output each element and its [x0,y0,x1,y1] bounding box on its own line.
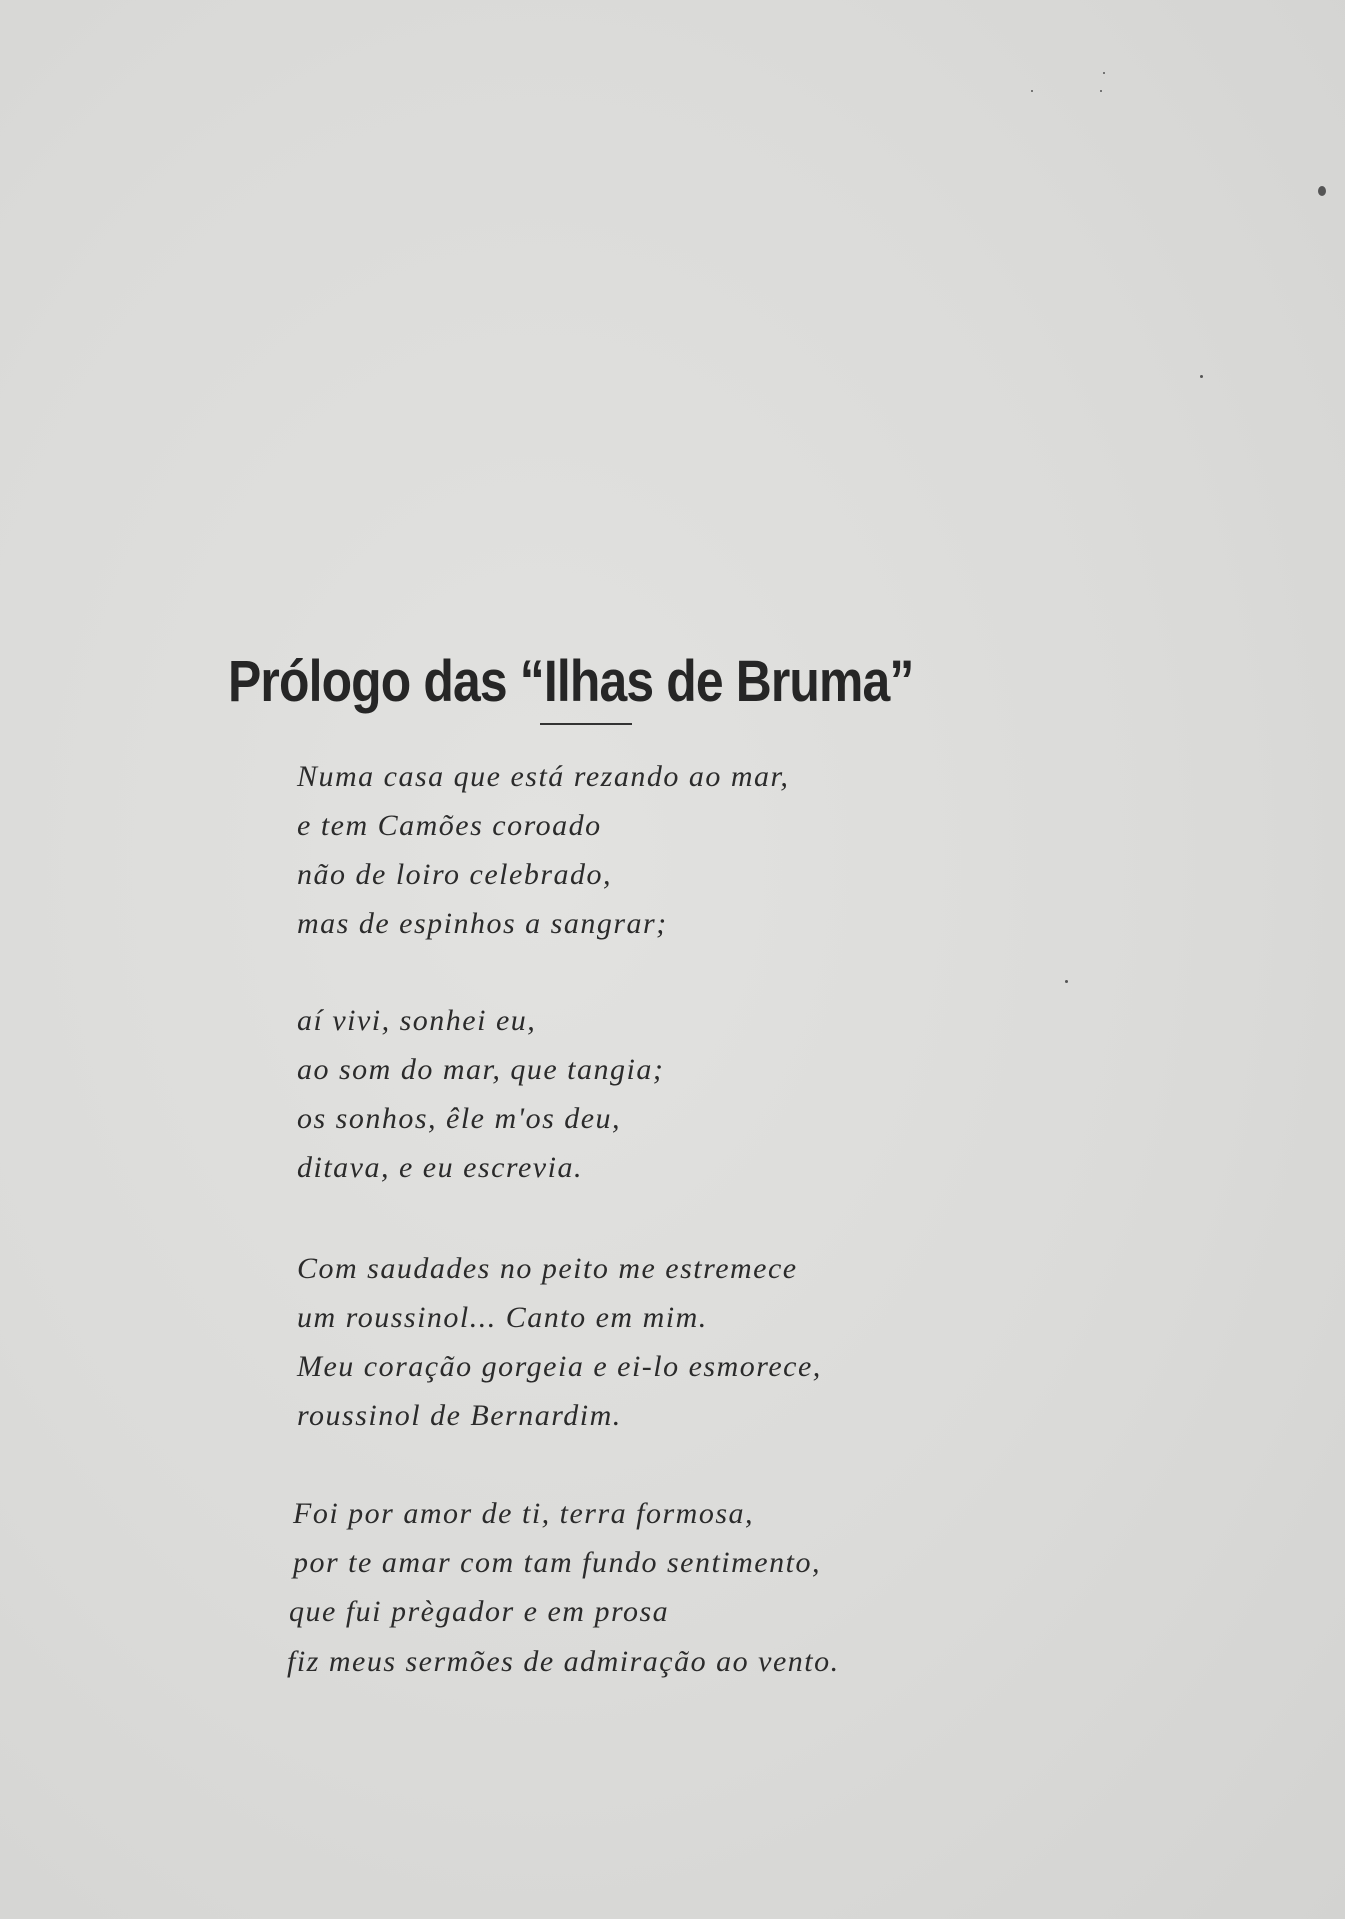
poem-line: um roussinol... Canto em mim. [297,1301,708,1334]
poem-line: não de loiro celebrado, [297,858,613,891]
poem-line: Numa casa que está rezando ao mar, [297,760,790,793]
poem-line: Foi por amor de ti, terra formosa, [293,1497,755,1530]
poem-line: por te amar com tam fundo sentimento, [293,1546,821,1579]
poem-line: e tem Camões coroado [297,809,602,842]
page-title: Prólogo das “Ilhas de Bruma” [228,648,914,714]
poem-line: Com saudades no peito me estremece [297,1252,798,1285]
poem-line: ao som do mar, que tangia; [297,1053,665,1086]
poem-line: mas de espinhos a sangrar; [297,907,668,940]
poem-line: os sonhos, êle m'os deu, [297,1102,622,1135]
poem-line: Meu coração gorgeia e ei-lo esmorece, [297,1350,822,1383]
poem-line: que fui prègador e em prosa [289,1595,670,1628]
poem-line: fiz meus sermões de admiração ao vento. [287,1645,840,1678]
poem-line: aí vivi, sonhei eu, [297,1004,537,1037]
poem-line: roussinol de Bernardim. [297,1399,622,1432]
poem-line: ditava, e eu escrevia. [297,1151,583,1184]
